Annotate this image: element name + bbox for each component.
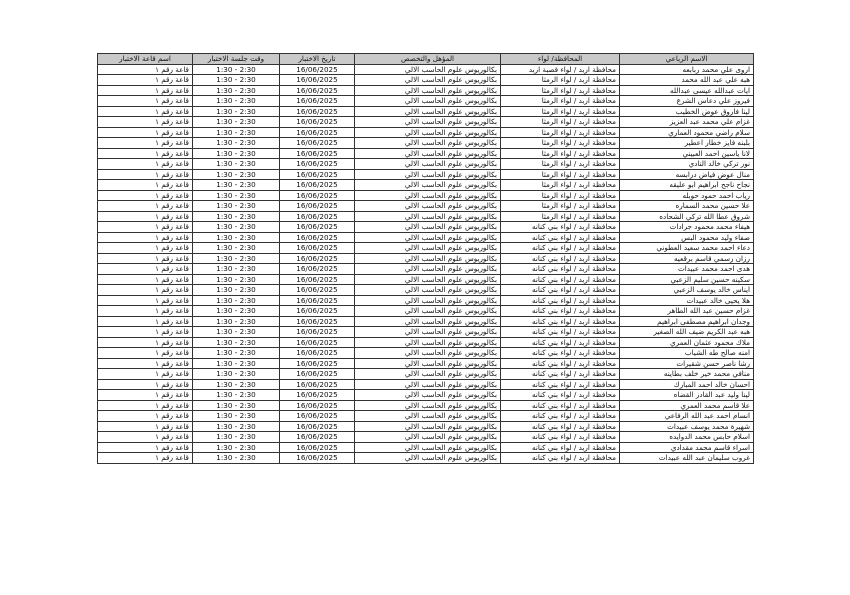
table-row <box>98 232 754 243</box>
cell-qualification: بكالوريوس علوم الحاسب الالي <box>355 316 501 327</box>
cell-session-time: 1:30 - 2:30 <box>193 243 280 254</box>
cell-name: غزام حسين عبد الله الطاهر <box>620 306 754 317</box>
cell-name: دعاء احمد محمد سعيد العطوني <box>620 243 754 254</box>
cell-exam-date: 16/06/2025 <box>280 211 355 222</box>
cell-qualification: بكالوريوس علوم الحاسب الالي <box>355 64 501 75</box>
cell-governorate: محافظة اربد / لواء بني كنانه <box>501 348 620 359</box>
cell-room: قاعة رقم ١ <box>98 453 193 464</box>
cell-room: قاعة رقم ١ <box>98 327 193 338</box>
cell-governorate: محافظة اربد / لواء الرمثا <box>501 117 620 128</box>
cell-session-time: 1:30 - 2:30 <box>193 232 280 243</box>
cell-session-time: 1:30 - 2:30 <box>193 264 280 275</box>
cell-qualification: بكالوريوس علوم الحاسب الالي <box>355 358 501 369</box>
cell-name: فيروز علي دعاس الشرع <box>620 96 754 107</box>
cell-exam-date: 16/06/2025 <box>280 337 355 348</box>
cell-governorate: محافظة اربد / لواء بني كنانه <box>501 306 620 317</box>
cell-qualification: بكالوريوس علوم الحاسب الالي <box>355 400 501 411</box>
cell-qualification: بكالوريوس علوم الحاسب الالي <box>355 274 501 285</box>
cell-exam-date: 16/06/2025 <box>280 348 355 359</box>
cell-name: رياب احمد حمود حوبله <box>620 190 754 201</box>
cell-room: قاعة رقم ١ <box>98 180 193 191</box>
cell-name: بلبنه فايز خطار اعطير <box>620 138 754 149</box>
cell-governorate: محافظة اربد / لواء الرمثا <box>501 180 620 191</box>
cell-exam-date: 16/06/2025 <box>280 453 355 464</box>
cell-session-time: 1:30 - 2:30 <box>193 75 280 86</box>
cell-qualification: بكالوريوس علوم الحاسب الالي <box>355 211 501 222</box>
table-row <box>98 358 754 369</box>
table-row <box>98 96 754 107</box>
cell-governorate: محافظة اربد / لواء الرمثا <box>501 127 620 138</box>
cell-session-time: 1:30 - 2:30 <box>193 148 280 159</box>
cell-name: علا حسين محمد السماره <box>620 201 754 212</box>
table-row <box>98 327 754 338</box>
table-row <box>98 400 754 411</box>
table-row <box>98 264 754 275</box>
cell-exam-date: 16/06/2025 <box>280 169 355 180</box>
cell-exam-date: 16/06/2025 <box>280 222 355 233</box>
cell-name: هلا يحيى خالد عبيدات <box>620 295 754 306</box>
cell-name: نور تركي خالد النادي <box>620 159 754 170</box>
cell-qualification: بكالوريوس علوم الحاسب الالي <box>355 117 501 128</box>
cell-room: قاعة رقم ١ <box>98 169 193 180</box>
cell-qualification: بكالوريوس علوم الحاسب الالي <box>355 421 501 432</box>
cell-exam-date: 16/06/2025 <box>280 274 355 285</box>
header-governorate: المحافظة/ لواء <box>501 54 620 65</box>
cell-qualification: بكالوريوس علوم الحاسب الالي <box>355 411 501 422</box>
cell-room: قاعة رقم ١ <box>98 337 193 348</box>
cell-governorate: محافظة اربد / لواء بني كنانه <box>501 274 620 285</box>
cell-qualification: بكالوريوس علوم الحاسب الالي <box>355 337 501 348</box>
cell-session-time: 1:30 - 2:30 <box>193 253 280 264</box>
cell-exam-date: 16/06/2025 <box>280 400 355 411</box>
cell-room: قاعة رقم ١ <box>98 390 193 401</box>
header-qualification: المؤهل والتخصص <box>355 54 501 65</box>
table-row <box>98 75 754 86</box>
table-row <box>98 190 754 201</box>
cell-name: انسام احمد عبد الله الرفاعي <box>620 411 754 422</box>
table-row <box>98 201 754 212</box>
cell-governorate: محافظة اربد / لواء الرمثا <box>501 138 620 149</box>
cell-name: اروى علي محمد ربابعه <box>620 64 754 75</box>
cell-name: نجاح ناجح ابراهيم ابو عليقه <box>620 180 754 191</box>
cell-room: قاعة رقم ١ <box>98 138 193 149</box>
cell-name: غروب سليمان عبد الله عبيدات <box>620 453 754 464</box>
cell-session-time: 1:30 - 2:30 <box>193 96 280 107</box>
cell-session-time: 1:30 - 2:30 <box>193 85 280 96</box>
table-row <box>98 369 754 380</box>
cell-room: قاعة رقم ١ <box>98 211 193 222</box>
cell-exam-date: 16/06/2025 <box>280 421 355 432</box>
cell-exam-date: 16/06/2025 <box>280 85 355 96</box>
cell-session-time: 1:30 - 2:30 <box>193 306 280 317</box>
cell-qualification: بكالوريوس علوم الحاسب الالي <box>355 222 501 233</box>
cell-name: شروق عطا الله تركي الشحاده <box>620 211 754 222</box>
cell-qualification: بكالوريوس علوم الحاسب الالي <box>355 295 501 306</box>
table-row <box>98 169 754 180</box>
cell-governorate: محافظة اربد / لواء قصبة اربد <box>501 64 620 75</box>
cell-room: قاعة رقم ١ <box>98 243 193 254</box>
cell-room: قاعة رقم ١ <box>98 148 193 159</box>
cell-name: اسراء قاسم محمد مقدادي <box>620 442 754 453</box>
cell-qualification: بكالوريوس علوم الحاسب الالي <box>355 201 501 212</box>
cell-session-time: 1:30 - 2:30 <box>193 369 280 380</box>
cell-governorate: محافظة اربد / لواء بني كنانه <box>501 295 620 306</box>
cell-governorate: محافظة اربد / لواء بني كنانه <box>501 232 620 243</box>
cell-governorate: محافظة اربد / لواء بني كنانه <box>501 285 620 296</box>
cell-room: قاعة رقم ١ <box>98 190 193 201</box>
cell-name: هبه علي عبد الله محمد <box>620 75 754 86</box>
cell-name: منافي محمد خير خلف بطاينه <box>620 369 754 380</box>
cell-exam-date: 16/06/2025 <box>280 379 355 390</box>
table-row <box>98 432 754 443</box>
cell-exam-date: 16/06/2025 <box>280 295 355 306</box>
cell-room: قاعة رقم ١ <box>98 232 193 243</box>
cell-exam-date: 16/06/2025 <box>280 306 355 317</box>
table-row <box>98 106 754 117</box>
cell-name: صفاء وليد محمود البس <box>620 232 754 243</box>
cell-exam-date: 16/06/2025 <box>280 201 355 212</box>
cell-exam-date: 16/06/2025 <box>280 442 355 453</box>
table-body <box>98 64 754 463</box>
cell-name: ملاك محمود عثمان العمري <box>620 337 754 348</box>
cell-qualification: بكالوريوس علوم الحاسب الالي <box>355 190 501 201</box>
cell-qualification: بكالوريوس علوم الحاسب الالي <box>355 348 501 359</box>
cell-room: قاعة رقم ١ <box>98 159 193 170</box>
header-row <box>98 54 754 65</box>
table-row <box>98 159 754 170</box>
cell-name: سلام راضي محمود العماري <box>620 127 754 138</box>
cell-governorate: محافظة اربد / لواء الرمثا <box>501 106 620 117</box>
cell-room: قاعة رقم ١ <box>98 411 193 422</box>
cell-governorate: محافظة اربد / لواء بني كنانه <box>501 337 620 348</box>
cell-qualification: بكالوريوس علوم الحاسب الالي <box>355 180 501 191</box>
cell-exam-date: 16/06/2025 <box>280 148 355 159</box>
cell-session-time: 1:30 - 2:30 <box>193 64 280 75</box>
table-row <box>98 211 754 222</box>
table-row <box>98 295 754 306</box>
cell-name: علا قاسم محمد العمري <box>620 400 754 411</box>
header-name: الاسم الرباعي <box>620 54 754 65</box>
cell-room: قاعة رقم ١ <box>98 400 193 411</box>
cell-name: رشا ناصر حسن شقيرات <box>620 358 754 369</box>
cell-session-time: 1:30 - 2:30 <box>193 127 280 138</box>
cell-room: قاعة رقم ١ <box>98 75 193 86</box>
cell-exam-date: 16/06/2025 <box>280 232 355 243</box>
cell-exam-date: 16/06/2025 <box>280 390 355 401</box>
cell-room: قاعة رقم ١ <box>98 85 193 96</box>
table-row <box>98 274 754 285</box>
cell-name: هيفاء محمد محمود جرادات <box>620 222 754 233</box>
cell-governorate: محافظة اربد / لواء الرمثا <box>501 75 620 86</box>
cell-session-time: 1:30 - 2:30 <box>193 180 280 191</box>
cell-room: قاعة رقم ١ <box>98 64 193 75</box>
cell-session-time: 1:30 - 2:30 <box>193 442 280 453</box>
header-exam-date: تاريخ الاختبار <box>280 54 355 65</box>
cell-governorate: محافظة اربد / لواء الرمثا <box>501 201 620 212</box>
table-row <box>98 127 754 138</box>
cell-qualification: بكالوريوس علوم الحاسب الالي <box>355 96 501 107</box>
cell-qualification: بكالوريوس علوم الحاسب الالي <box>355 159 501 170</box>
cell-name: لانا ياسين احمد العبيني <box>620 148 754 159</box>
cell-governorate: محافظة اربد / لواء بني كنانه <box>501 358 620 369</box>
cell-governorate: محافظة اربد / لواء الرمثا <box>501 159 620 170</box>
cell-exam-date: 16/06/2025 <box>280 180 355 191</box>
cell-session-time: 1:30 - 2:30 <box>193 190 280 201</box>
table-row <box>98 85 754 96</box>
cell-session-time: 1:30 - 2:30 <box>193 358 280 369</box>
cell-qualification: بكالوريوس علوم الحاسب الالي <box>355 327 501 338</box>
table-row <box>98 337 754 348</box>
cell-qualification: بكالوريوس علوم الحاسب الالي <box>355 264 501 275</box>
cell-session-time: 1:30 - 2:30 <box>193 327 280 338</box>
cell-session-time: 1:30 - 2:30 <box>193 390 280 401</box>
cell-room: قاعة رقم ١ <box>98 253 193 264</box>
cell-name: هبه عبد الكريم ضيف الله الصغير <box>620 327 754 338</box>
table-row <box>98 379 754 390</box>
cell-qualification: بكالوريوس علوم الحاسب الالي <box>355 390 501 401</box>
cell-governorate: محافظة اربد / لواء الرمثا <box>501 96 620 107</box>
header-session-time: وقت جلسة الاختبار <box>193 54 280 65</box>
cell-room: قاعة رقم ١ <box>98 442 193 453</box>
cell-qualification: بكالوريوس علوم الحاسب الالي <box>355 442 501 453</box>
cell-room: قاعة رقم ١ <box>98 379 193 390</box>
cell-qualification: بكالوريوس علوم الحاسب الالي <box>355 306 501 317</box>
header-room: اسم قاعة الاختبار <box>98 54 193 65</box>
cell-session-time: 1:30 - 2:30 <box>193 411 280 422</box>
cell-name: اسلام حابس محمد الدوايده <box>620 432 754 443</box>
cell-qualification: بكالوريوس علوم الحاسب الالي <box>355 148 501 159</box>
table-row <box>98 243 754 254</box>
cell-exam-date: 16/06/2025 <box>280 243 355 254</box>
cell-governorate: محافظة اربد / لواء بني كنانه <box>501 442 620 453</box>
cell-room: قاعة رقم ١ <box>98 316 193 327</box>
cell-qualification: بكالوريوس علوم الحاسب الالي <box>355 243 501 254</box>
cell-qualification: بكالوريوس علوم الحاسب الالي <box>355 106 501 117</box>
cell-name: ايناس خالد يوسف الزعبي <box>620 285 754 296</box>
cell-room: قاعة رقم ١ <box>98 369 193 380</box>
cell-session-time: 1:30 - 2:30 <box>193 222 280 233</box>
cell-name: لينا فاروق عوض الخطيب <box>620 106 754 117</box>
cell-session-time: 1:30 - 2:30 <box>193 295 280 306</box>
cell-governorate: محافظة اربد / لواء بني كنانه <box>501 400 620 411</box>
cell-governorate: محافظة اربد / لواء الرمثا <box>501 190 620 201</box>
cell-governorate: محافظة اربد / لواء الرمثا <box>501 148 620 159</box>
cell-room: قاعة رقم ١ <box>98 295 193 306</box>
table-row <box>98 390 754 401</box>
cell-session-time: 1:30 - 2:30 <box>193 117 280 128</box>
cell-exam-date: 16/06/2025 <box>280 64 355 75</box>
cell-session-time: 1:30 - 2:30 <box>193 316 280 327</box>
cell-governorate: محافظة اربد / لواء بني كنانه <box>501 390 620 401</box>
cell-room: قاعة رقم ١ <box>98 127 193 138</box>
cell-governorate: محافظة اربد / لواء بني كنانه <box>501 316 620 327</box>
table-row <box>98 442 754 453</box>
table-row <box>98 348 754 359</box>
cell-session-time: 1:30 - 2:30 <box>193 379 280 390</box>
cell-qualification: بكالوريوس علوم الحاسب الالي <box>355 169 501 180</box>
cell-exam-date: 16/06/2025 <box>280 285 355 296</box>
cell-session-time: 1:30 - 2:30 <box>193 274 280 285</box>
cell-governorate: محافظة اربد / لواء بني كنانه <box>501 432 620 443</box>
cell-exam-date: 16/06/2025 <box>280 411 355 422</box>
cell-qualification: بكالوريوس علوم الحاسب الالي <box>355 127 501 138</box>
table-row <box>98 411 754 422</box>
cell-name: ايات عبدالله عيسى عبدالله <box>620 85 754 96</box>
cell-session-time: 1:30 - 2:30 <box>193 169 280 180</box>
cell-exam-date: 16/06/2025 <box>280 138 355 149</box>
cell-name: هدى احمد محمد عبيدات <box>620 264 754 275</box>
cell-qualification: بكالوريوس علوم الحاسب الالي <box>355 138 501 149</box>
cell-governorate: محافظة اربد / لواء بني كنانه <box>501 327 620 338</box>
table-row <box>98 180 754 191</box>
cell-exam-date: 16/06/2025 <box>280 106 355 117</box>
table-header <box>98 54 754 65</box>
cell-governorate: محافظة اربد / لواء بني كنانه <box>501 411 620 422</box>
cell-governorate: محافظة اربد / لواء الرمثا <box>501 211 620 222</box>
cell-governorate: محافظة اربد / لواء بني كنانه <box>501 243 620 254</box>
cell-session-time: 1:30 - 2:30 <box>193 285 280 296</box>
cell-governorate: محافظة اربد / لواء بني كنانه <box>501 421 620 432</box>
table-row <box>98 316 754 327</box>
cell-session-time: 1:30 - 2:30 <box>193 348 280 359</box>
table-row <box>98 117 754 128</box>
cell-session-time: 1:30 - 2:30 <box>193 421 280 432</box>
cell-room: قاعة رقم ١ <box>98 222 193 233</box>
cell-session-time: 1:30 - 2:30 <box>193 159 280 170</box>
table-row <box>98 138 754 149</box>
cell-name: غزام علي محمد عبد العزيز <box>620 117 754 128</box>
cell-governorate: محافظة اربد / لواء بني كنانه <box>501 369 620 380</box>
cell-exam-date: 16/06/2025 <box>280 316 355 327</box>
cell-exam-date: 16/06/2025 <box>280 127 355 138</box>
cell-name: سكينه حسين سليم الزعبي <box>620 274 754 285</box>
cell-name: لينا وليد عبد القادر القضاه <box>620 390 754 401</box>
cell-name: وجدان ابراهيم مصطفى ابراهيم <box>620 316 754 327</box>
cell-exam-date: 16/06/2025 <box>280 96 355 107</box>
cell-name: شهيرة محمد يوسف عبيدات <box>620 421 754 432</box>
cell-session-time: 1:30 - 2:30 <box>193 106 280 117</box>
table-row <box>98 64 754 75</box>
cell-exam-date: 16/06/2025 <box>280 253 355 264</box>
cell-name: رزان رسمي قاسم برقعيه <box>620 253 754 264</box>
table-row <box>98 453 754 464</box>
cell-session-time: 1:30 - 2:30 <box>193 201 280 212</box>
cell-exam-date: 16/06/2025 <box>280 327 355 338</box>
cell-room: قاعة رقم ١ <box>98 358 193 369</box>
cell-session-time: 1:30 - 2:30 <box>193 432 280 443</box>
cell-governorate: محافظة اربد / لواء بني كنانه <box>501 253 620 264</box>
cell-governorate: محافظة اربد / لواء بني كنانه <box>501 222 620 233</box>
cell-name: احسان خالد احمد المبارك <box>620 379 754 390</box>
cell-governorate: محافظة اربد / لواء الرمثا <box>501 85 620 96</box>
cell-governorate: محافظة اربد / لواء بني كنانه <box>501 379 620 390</box>
cell-exam-date: 16/06/2025 <box>280 432 355 443</box>
cell-exam-date: 16/06/2025 <box>280 369 355 380</box>
cell-session-time: 1:30 - 2:30 <box>193 400 280 411</box>
cell-qualification: بكالوريوس علوم الحاسب الالي <box>355 432 501 443</box>
cell-exam-date: 16/06/2025 <box>280 75 355 86</box>
cell-exam-date: 16/06/2025 <box>280 264 355 275</box>
cell-exam-date: 16/06/2025 <box>280 159 355 170</box>
cell-session-time: 1:30 - 2:30 <box>193 453 280 464</box>
cell-exam-date: 16/06/2025 <box>280 358 355 369</box>
cell-qualification: بكالوريوس علوم الحاسب الالي <box>355 232 501 243</box>
cell-room: قاعة رقم ١ <box>98 348 193 359</box>
table-row <box>98 222 754 233</box>
cell-qualification: بكالوريوس علوم الحاسب الالي <box>355 85 501 96</box>
cell-name: امنه صالح طه الشياب <box>620 348 754 359</box>
cell-qualification: بكالوريوس علوم الحاسب الالي <box>355 369 501 380</box>
cell-session-time: 1:30 - 2:30 <box>193 138 280 149</box>
cell-room: قاعة رقم ١ <box>98 432 193 443</box>
cell-qualification: بكالوريوس علوم الحاسب الالي <box>355 253 501 264</box>
cell-room: قاعة رقم ١ <box>98 285 193 296</box>
cell-room: قاعة رقم ١ <box>98 106 193 117</box>
cell-room: قاعة رقم ١ <box>98 201 193 212</box>
cell-room: قاعة رقم ١ <box>98 117 193 128</box>
cell-qualification: بكالوريوس علوم الحاسب الالي <box>355 453 501 464</box>
table-row <box>98 148 754 159</box>
cell-governorate: محافظة اربد / لواء بني كنانه <box>501 264 620 275</box>
cell-room: قاعة رقم ١ <box>98 421 193 432</box>
cell-name: منال عوض فياض درابسه <box>620 169 754 180</box>
cell-room: قاعة رقم ١ <box>98 306 193 317</box>
cell-governorate: محافظة اربد / لواء الرمثا <box>501 169 620 180</box>
table-row <box>98 253 754 264</box>
cell-exam-date: 16/06/2025 <box>280 117 355 128</box>
cell-session-time: 1:30 - 2:30 <box>193 337 280 348</box>
cell-qualification: بكالوريوس علوم الحاسب الالي <box>355 285 501 296</box>
table-row <box>98 306 754 317</box>
cell-room: قاعة رقم ١ <box>98 264 193 275</box>
cell-session-time: 1:30 - 2:30 <box>193 211 280 222</box>
cell-qualification: بكالوريوس علوم الحاسب الالي <box>355 75 501 86</box>
exam-schedule-table <box>97 53 754 464</box>
cell-exam-date: 16/06/2025 <box>280 190 355 201</box>
cell-qualification: بكالوريوس علوم الحاسب الالي <box>355 379 501 390</box>
cell-room: قاعة رقم ١ <box>98 96 193 107</box>
cell-room: قاعة رقم ١ <box>98 274 193 285</box>
table-row <box>98 285 754 296</box>
table-row <box>98 421 754 432</box>
cell-governorate: محافظة اربد / لواء بني كنانه <box>501 453 620 464</box>
